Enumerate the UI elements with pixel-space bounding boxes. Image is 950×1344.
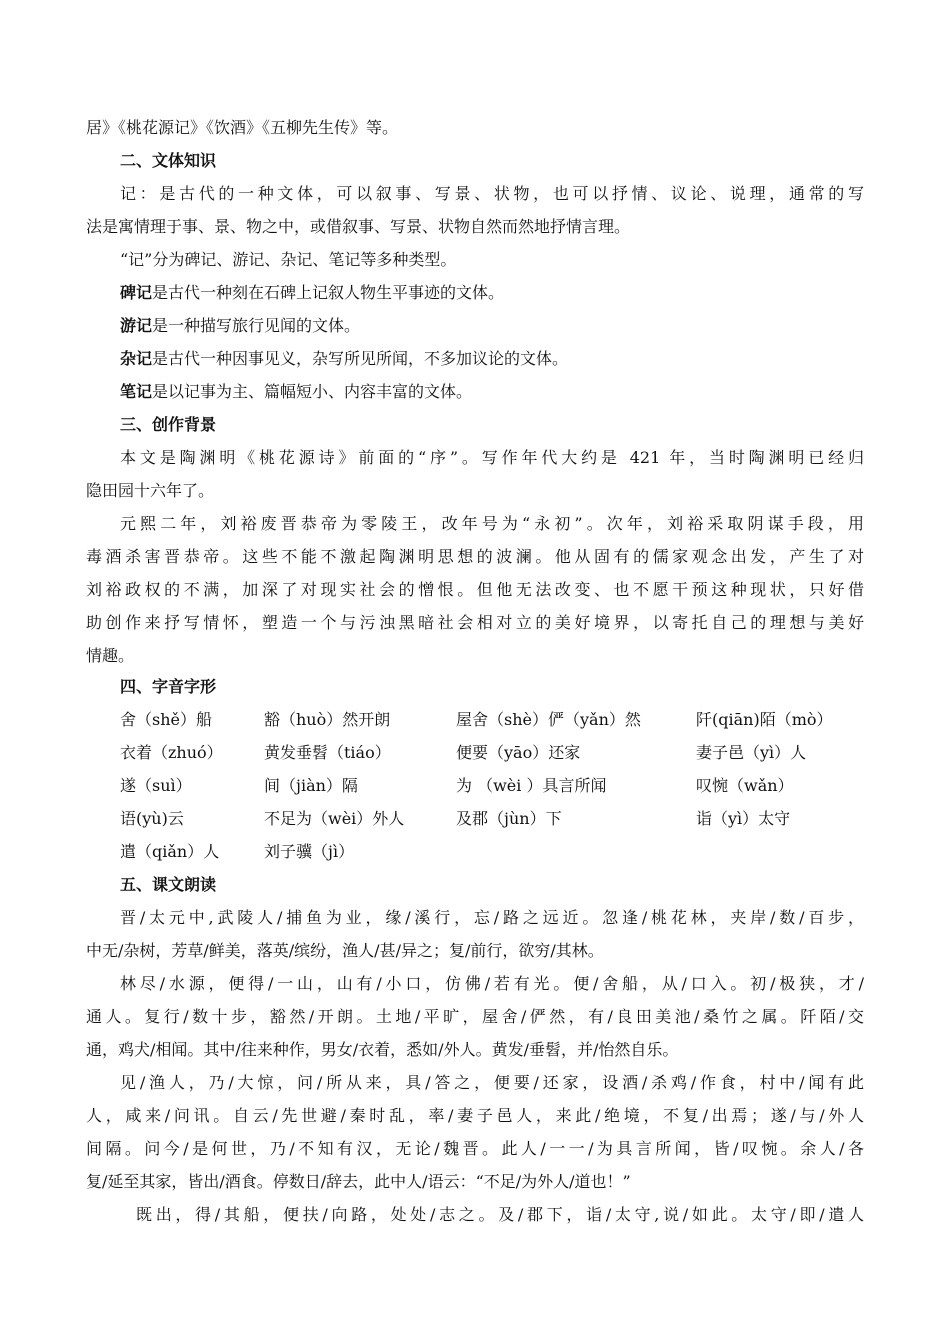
text-line: 人，咸来/问讯。自云/先世避/秦时乱，率/妻子邑人，来此/绝境，不复/出焉；遂/与/外人 <box>86 1106 864 1125</box>
text-line: 见/渔人，乃/大惊，问/所从来，具/答之，便要/还家，设酒/杀鸡/作食，村中/闻有此 <box>120 1073 864 1092</box>
section-heading-reading: 五、课文朗读 <box>120 875 217 894</box>
paragraph-reading-2 <box>86 967 864 1066</box>
paragraph-background-1 <box>86 441 864 507</box>
top-line <box>86 111 864 144</box>
text-line: 间隔。问今/是何世，乃/不知有汉，无论/魏晋。此人/一一/为具言所闻，皆/叹惋。余人/各 <box>86 1139 864 1158</box>
text-line: 隐田园十六年了。 <box>86 481 215 500</box>
pronunciation-table <box>120 703 870 868</box>
text-line: 居》《桃花源记》《饮酒》《五柳先生传》等。 <box>86 118 399 137</box>
pronunciation-row <box>120 835 870 868</box>
text-line: 法是寓情理于事、景、物之中，或借叙事、写景、状物自然而然地抒情言理。 <box>86 217 631 236</box>
pronunciation-cell: 间（jiàn）隔 <box>264 776 358 795</box>
paragraph-reading-4 <box>86 1198 864 1231</box>
genre-term: 游记 <box>120 316 153 335</box>
pronunciation-cell: 遣（qiǎn）人 <box>120 842 220 861</box>
genre-desc: 是古代一种刻在石碑上记叙人物生平事迹的文体。 <box>152 283 505 302</box>
pronunciation-cell: 叹惋（wǎn） <box>696 776 794 795</box>
pronunciation-cell: 及郡（jùn）下 <box>456 809 562 828</box>
text-line: 元熙二年，刘裕废晋恭帝为零陵王，改年号为“永初”。次年，刘裕采取阴谋手段，用 <box>120 514 864 533</box>
genre-type-item <box>86 309 864 342</box>
text-line: “记”分为碑记、游记、杂记、笔记等多种类型。 <box>120 250 457 269</box>
genre-term: 碑记 <box>120 283 153 302</box>
text-line: 刘裕政权的不满，加深了对现实社会的憎恨。但他无法改变、也不愿干预这种现状，只好借 <box>86 580 864 599</box>
genre-term: 杂记 <box>120 349 153 368</box>
pronunciation-row <box>120 703 870 736</box>
pronunciation-row <box>120 769 870 802</box>
text-line: 复/延至其家，皆出/酒食。停数日/辞去，此中人/语云：“不足/为外人/道也！” <box>86 1172 631 1191</box>
text-line: 情趣。 <box>86 646 135 665</box>
text-line: 林尽/水源，便得/一山，山有/小口，仿佛/若有光。便/舍船，从/口入。初/极狭，才/ <box>120 974 864 993</box>
pronunciation-row <box>120 802 870 835</box>
text-line: 中无/杂树，芳草/鲜美，落英/缤纷，渔人/甚/异之；复/前行，欲穷/其林。 <box>86 941 604 960</box>
pronunciation-cell: 舍（shě）船 <box>120 710 212 729</box>
pronunciation-cell: 衣着（zhuó） <box>120 743 223 762</box>
pronunciation-cell: 遂（suì） <box>120 776 192 795</box>
pronunciation-cell: 屋舍（shè）俨（yǎn）然 <box>456 710 641 729</box>
text-line: 本文是陶渊明《桃花源诗》前面的“序”。写作年代大约是 421 年，当时陶渊明已经归 <box>120 448 864 467</box>
paragraph-genre-definition <box>86 177 864 243</box>
text-line: 通人。复行/数十步，豁然/开朗。土地/平旷，屋舍/俨然，有/良田美池/桑竹之属。阡陌/交 <box>86 1007 864 1026</box>
pronunciation-cell: 豁（huò）然开朗 <box>264 710 391 729</box>
pronunciation-cell: 诣（yì）太守 <box>696 809 791 828</box>
pronunciation-cell: 为 （wèi ）具言所闻 <box>456 776 607 795</box>
genre-desc: 是古代一种因事见义，杂写所见所闻，不多加议论的文体。 <box>152 349 569 368</box>
text-line: 通，鸡犬/相闻。其中/往来种作，男女/衣着，悉如/外人。黄发/垂髫，并/怡然自乐。 <box>86 1040 679 1059</box>
text-line: 助创作来抒写情怀，塑造一个与污浊黑暗社会相对立的美好境界，以寄托自己的理想与美好 <box>86 613 864 632</box>
pronunciation-cell: 语(yù)云 <box>120 809 184 828</box>
text-line: 记：是古代的一种文体，可以叙事、写景、状物，也可以抒情、议论、说理，通常的写 <box>120 184 864 203</box>
paragraph-reading-1 <box>86 901 864 967</box>
genre-type-item <box>86 276 864 309</box>
section-heading-background: 三、创作背景 <box>120 415 217 434</box>
section-heading-pronunciation: 四、字音字形 <box>120 677 217 696</box>
paragraph-reading-3 <box>86 1066 864 1198</box>
genre-type-item <box>86 342 864 375</box>
section-heading-genre: 二、文体知识 <box>120 151 217 170</box>
genre-term: 笔记 <box>120 382 153 401</box>
pronunciation-cell: 便要（yāo）还家 <box>456 743 581 762</box>
genre-desc: 是一种描写旅行见闻的文体。 <box>152 316 361 335</box>
paragraph-genre-types <box>86 243 864 276</box>
pronunciation-cell: 妻子邑（yì）人 <box>696 743 807 762</box>
genre-type-list <box>86 276 864 408</box>
pronunciation-cell: 阡(qiān)陌（mò） <box>696 710 833 729</box>
text-line: 晋/太元中,武陵人/捕鱼为业，缘/溪行，忘/路之远近。忽逢/桃花林，夹岸/数/百步， <box>120 908 864 927</box>
paragraph-background-2 <box>86 507 864 672</box>
genre-desc: 是以记事为主、篇幅短小、内容丰富的文体。 <box>152 382 473 401</box>
pronunciation-cell: 黄发垂髫（tiáo） <box>264 743 391 762</box>
genre-type-item <box>86 375 864 408</box>
text-line: 毒酒杀害晋恭帝。这些不能不激起陶渊明思想的波澜。他从固有的儒家观念出发，产生了对 <box>86 547 864 566</box>
text-line: 既出，得/其船，便扶/向路，处处/志之。及/郡下，诣/太守,说/如此。太守/即/遣人 <box>136 1205 864 1224</box>
pronunciation-cell: 刘子骥（jì） <box>264 842 355 861</box>
pronunciation-cell: 不足为（wèi）外人 <box>264 809 405 828</box>
pronunciation-row <box>120 736 870 769</box>
